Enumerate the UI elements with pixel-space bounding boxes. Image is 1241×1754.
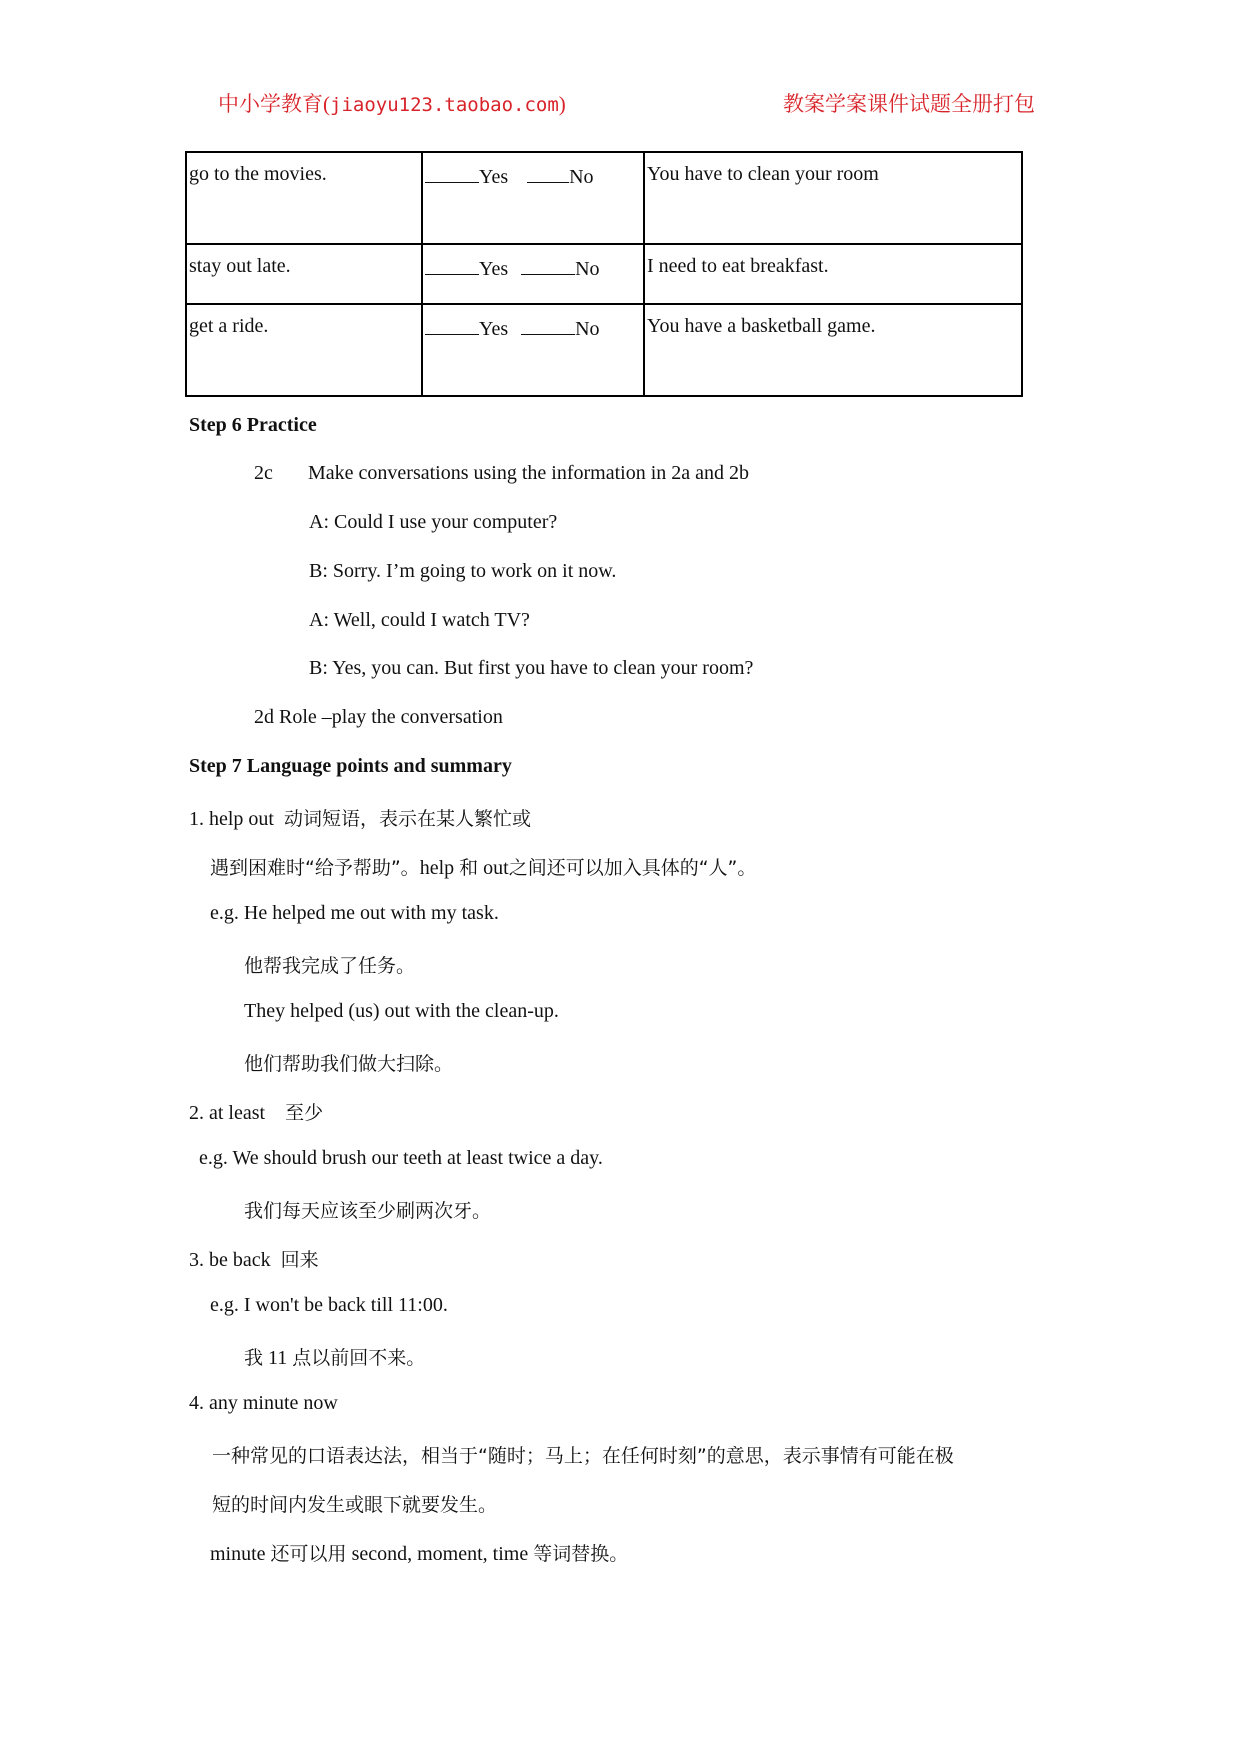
point-3-zh-b: 11 — [268, 1347, 288, 1369]
point-1-phrase: 1. help out — [189, 808, 274, 830]
header-left-cn: 中小学教育( — [218, 92, 330, 116]
table-row — [186, 304, 1022, 396]
point-1-expl-a: 遇到困难时“给予帮助”。 — [210, 857, 420, 879]
point-2-example-translation: 我们每天应该至少刷两次牙。 — [244, 1200, 492, 1222]
point-1-expl-b: help — [419, 857, 455, 879]
yes-no-cell — [422, 304, 644, 396]
point-3-example: e.g. I won't be back till 11:00. — [210, 1294, 448, 1316]
point-3-zh-a: 我 — [244, 1347, 264, 1369]
table-row — [186, 244, 1022, 304]
point-1-definition: 动词短语，表示在某人繁忙或 — [284, 808, 532, 830]
point-3-zh-c: 点以前回不来。 — [292, 1347, 426, 1369]
dialogue-line: B: Sorry. I’m going to work on it now. — [309, 560, 617, 582]
point-4-explanation-2: 短的时间内发生或眼下就要发生。 — [212, 1494, 498, 1516]
dialogue-line: A: Well, could I watch TV? — [309, 609, 530, 631]
point-4-zh-d: 等词替换。 — [533, 1543, 629, 1565]
item-2c-number: 2c — [254, 462, 273, 484]
header-left-close: ) — [558, 92, 566, 116]
yes-label: Yes — [479, 318, 509, 340]
activity-cell: get a ride. — [186, 304, 422, 396]
point-1-expl-c: 和 — [459, 857, 479, 879]
yes-label: Yes — [479, 166, 509, 188]
step6-title: Step 6 Practice — [189, 414, 317, 436]
header-domain: jiaoyu123.taobao.com — [330, 94, 559, 116]
yes-no-cell — [422, 244, 644, 304]
no-blank[interactable] — [521, 255, 575, 275]
item-2d: 2d Role –play the conversation — [254, 706, 503, 728]
point-1-explanation — [210, 853, 756, 880]
point-4-explanation-3 — [210, 1539, 628, 1566]
point-2-phrase: 2. at least — [189, 1102, 266, 1124]
yes-blank[interactable] — [425, 315, 479, 335]
no-label: No — [575, 318, 600, 340]
point-1-example-2-translation: 他们帮助我们做大扫除。 — [244, 1053, 454, 1075]
point-4-head: 4. any minute now — [189, 1392, 338, 1414]
point-1-example-1-translation: 他帮我完成了任务。 — [244, 955, 416, 977]
reason-cell: I need to eat breakfast. — [644, 244, 1022, 304]
point-1-example-2: They helped (us) out with the clean-up. — [244, 1000, 559, 1022]
header-left — [218, 88, 566, 118]
point-1-expl-e: 之间还可以加入具体的“人”。 — [508, 857, 757, 879]
no-label: No — [575, 258, 600, 280]
yes-blank[interactable] — [425, 163, 479, 183]
point-2-definition: 至少 — [285, 1102, 324, 1124]
table-row — [186, 152, 1022, 244]
point-3-example-translation — [244, 1343, 425, 1370]
activity-cell: go to the movies. — [186, 152, 422, 244]
no-label: No — [569, 166, 594, 188]
point-1-example-1: e.g. He helped me out with my task. — [210, 902, 499, 924]
point-4-word: minute — [210, 1543, 266, 1565]
yes-label: Yes — [479, 258, 509, 280]
header-right: 教案学案课件试题全册打包 — [783, 92, 1035, 116]
point-2-head — [189, 1098, 323, 1125]
point-4-alternatives: second, moment, time — [351, 1543, 529, 1565]
point-3-head — [189, 1245, 319, 1272]
no-blank[interactable] — [527, 163, 569, 183]
activity-cell: stay out late. — [186, 244, 422, 304]
point-3-definition: 回来 — [280, 1249, 319, 1271]
reason-cell: You have to clean your room — [644, 152, 1022, 244]
no-blank[interactable] — [521, 315, 575, 335]
dialogue-line: A: Could I use your computer? — [309, 511, 558, 533]
yes-no-cell — [422, 152, 644, 244]
point-4-explanation-1: 一种常见的口语表达法，相当于“随时；马上；在任何时刻”的意思，表示事情有可能在极 — [212, 1445, 954, 1467]
permission-table — [185, 151, 1023, 397]
point-1-expl-d: out — [483, 857, 509, 879]
point-4-zh-b: 还可以用 — [270, 1543, 347, 1565]
dialogue-line: B: Yes, you can. But first you have to clean your room? — [309, 657, 754, 679]
item-2c-text: Make conversations using the information in 2a and 2b — [308, 462, 750, 484]
point-1-head — [189, 804, 531, 831]
point-3-phrase: 3. be back — [189, 1249, 271, 1271]
point-2-example: e.g. We should brush our teeth at least twice a day. — [199, 1147, 603, 1169]
step7-title: Step 7 Language points and summary — [189, 755, 512, 777]
reason-cell: You have a basketball game. — [644, 304, 1022, 396]
yes-blank[interactable] — [425, 255, 479, 275]
